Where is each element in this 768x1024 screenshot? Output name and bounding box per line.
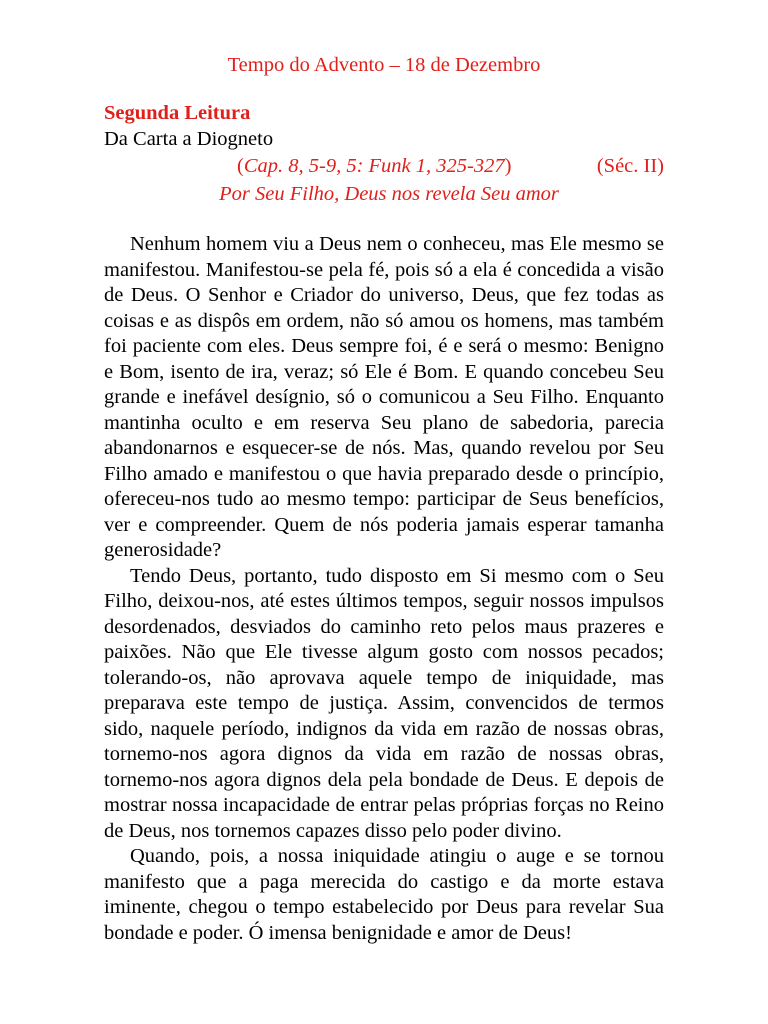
reference-line xyxy=(104,152,664,180)
century-label: (Séc. II) xyxy=(596,155,664,177)
citation-text: Cap. 8, 5-9, 5: Funk 1, 325-327 xyxy=(243,155,505,177)
reading-label: Segunda Leitura xyxy=(104,102,251,124)
reading-source: Da Carta a Diogneto xyxy=(104,128,274,150)
document-page xyxy=(104,50,664,946)
citation-close-paren: ) xyxy=(504,155,512,177)
page-title: Tempo do Advento – 18 de Dezembro xyxy=(227,54,541,76)
citation xyxy=(237,152,511,180)
body-paragraph-3: Quando, pois, a nossa iniquidade atingiu o auge e se tornou manifesto que a paga merecida do castigo e da morte estava iminente, chegou o tempo estabelecido por Deus para revelar Sua bondade e poder. Ó imensa benignidade e amor de Deus! xyxy=(104,845,664,944)
reading-subtitle: Por Seu Filho, Deus nos revela Seu amor xyxy=(219,183,559,205)
citation-open-paren: ( xyxy=(237,155,244,177)
body-paragraph-2: Tendo Deus, portanto, tudo disposto em Si mesmo com o Seu Filho, deixou-nos, até estes últimos tempos, seguir nossos impulsos desordenados, desviados do caminho reto pelos maus prazeres e paixões. Não que Ele tivesse algum gosto com nossos pecados; tolerando-os, não aprovava aquele tempo de iniquidade, mas preparava este tempo de justiça. Assim, convencidos de termos sido, naquele período, indignos da vida em razão de nossas obras, tornemo-nos agora dignos da vida em razão de nossas obras, tornemo-nos agora dignos dela pela bondade de Deus. E depois de mostrar nossa incapacidade de entrar pelas próprias forças no Reino de Deus, nos tornemos capazes disso pelo poder divino. xyxy=(104,564,664,842)
body-paragraph-1: Nenhum homem viu a Deus nem o conheceu, mas Ele mesmo se manifestou. Manifestou-se pela fé, pois só a ela é concedida a visão de Deus. O Senhor e Criador do universo, Deus, que fez todas as coisas e as dispôs em ordem, não só amou os homens, mas também foi paciente com eles. Deus sempre foi, é e será o mesmo: Benigno e Bom, isento de ira, veraz; só Ele é Bom. E quando concebeu Seu grande e inefável desígnio, só o comunicou a Seu Filho. Enquanto mantinha oculto e em reserva Seu plano de sabedoria, parecia abandonarnos e esquecer-se de nós. Mas, quando revelou por Seu Filho amado e manifestou o que havia preparado desde o princípio, ofereceu-nos tudo ao mesmo tempo: participar de Seus benefícios, ver e compreender. Quem de nós poderia jamais esperar tamanha generosidade? xyxy=(104,233,664,561)
